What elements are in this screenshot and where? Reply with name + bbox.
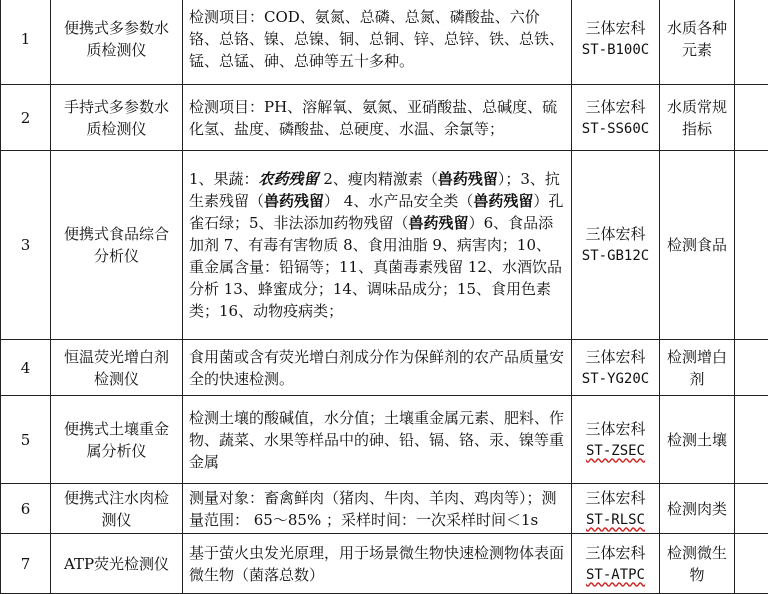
brand-name: 三体宏科 [572,487,659,509]
brand-name: 三体宏科 [572,418,659,440]
model-code: ST-RLSC [572,509,659,531]
desc-text: 1、果蔬： [189,170,259,188]
row-number: 7 [1,534,51,594]
brand-name: 三体宏科 [572,223,659,245]
product-name: 便携式多参数水质检测仪 [51,0,183,85]
desc-text: ）6、食品添加剂 7、有毒有害物质 8、食用油脂 9、病害肉；10、重金属含量：铅镉等；11、真菌毒素残留 12、水酒饮品分析 13、蜂蜜成分；14、调味品成分；15、食用色素类；16、动物疫病类； [189,214,562,320]
product-description [183,151,572,340]
table-row [1,151,768,340]
brand-model-cell [572,396,660,484]
brand-model-cell [572,151,660,340]
detection-target: 水质常规指标 [660,85,735,151]
table-row [1,484,768,534]
empty-cell [735,396,768,484]
desc-text: ）；3、抗生素残留（ [189,170,560,210]
product-name: ATP荧光检测仪 [51,534,183,594]
brand-name: 三体宏科 [572,346,659,368]
detection-target: 检测肉类 [660,484,735,534]
product-name: 便携式土壤重金属分析仪 [51,396,183,484]
row-number: 3 [1,151,51,340]
model-code: ST-YG20C [572,368,659,390]
empty-cell [735,151,768,340]
row-number: 5 [1,396,51,484]
desc-emphasis: 农药残留 [259,170,319,188]
product-description: 检测项目：COD、氨氮、总磷、总氮、磷酸盐、六价铬、总铬、镍、总镍、铜、总铜、锌、总锌、铁、总铁、锰、总锰、砷、总砷等五十多种。 [183,0,572,85]
brand-name: 三体宏科 [572,542,659,564]
empty-cell [735,534,768,594]
product-name: 恒温荧光增白剂检测仪 [51,340,183,396]
product-name: 便携式食品综合分析仪 [51,151,183,340]
table-row [1,396,768,484]
product-description: 检测项目：PH、溶解氧、氨氮、亚硝酸盐、总碱度、硫化氢、盐度、磷酸盐、总硬度、水温、余氯等； [183,85,572,151]
product-description: 基于萤火虫发光原理，用于场景微生物快速检测物体表面微生物（菌落总数） [183,534,572,594]
empty-cell [735,340,768,396]
product-description: 测量对象：畜禽鲜肉（猪肉、牛肉、羊肉、鸡肉等）；测量范围： 65～85% ；采样时间：一次采样时间＜1s [183,484,572,534]
product-name: 手持式多参数水质检测仪 [51,85,183,151]
empty-cell [735,484,768,534]
product-name: 便携式注水肉检测仪 [51,484,183,534]
desc-text: ） 4、水产品安全类（ [324,192,473,210]
table-row [1,85,768,151]
brand-model-cell [572,0,660,85]
brand-name: 三体宏科 [572,17,659,39]
desc-emphasis: 兽药残留 [409,214,469,232]
product-description: 检测土壤的酸碱值，水分值；土壤重金属元素、肥料、作物、蔬菜、水果等样品中的砷、铅、镉、铬、汞、镍等重金属 [183,396,572,484]
brand-model-cell [572,534,660,594]
product-description: 食用菌或含有荧光增白剂成分作为保鲜剂的农产品质量安全的快速检测。 [183,340,572,396]
desc-text: 2、瘦肉精激素（ [319,170,438,188]
row-number: 4 [1,340,51,396]
desc-emphasis: 兽药残留 [438,170,498,188]
empty-cell [735,0,768,85]
row-number: 1 [1,0,51,85]
model-code: ST-GB12C [572,245,659,267]
model-code: ST-B100C [572,39,659,61]
model-code: ST-ATPC [572,564,659,586]
table-row [1,534,768,594]
model-code: ST-SS60C [572,118,659,140]
detection-target: 水质各种元素 [660,0,735,85]
row-number: 2 [1,85,51,151]
table-row [1,340,768,396]
detection-target: 检测微生物 [660,534,735,594]
desc-text: ）孔雀石绿；5、非法添加药物残留（ [189,192,563,232]
detection-target: 检测增白剂 [660,340,735,396]
detection-target: 检测食品 [660,151,735,340]
model-code: ST-ZSEC [572,440,659,462]
row-number: 6 [1,484,51,534]
desc-emphasis: 兽药残留 [473,192,533,210]
brand-model-cell [572,85,660,151]
brand-model-cell [572,484,660,534]
brand-model-cell [572,340,660,396]
detection-target: 检测土壤 [660,396,735,484]
table-row [1,0,768,85]
brand-name: 三体宏科 [572,96,659,118]
desc-emphasis: 兽药残留 [264,192,324,210]
empty-cell [735,85,768,151]
